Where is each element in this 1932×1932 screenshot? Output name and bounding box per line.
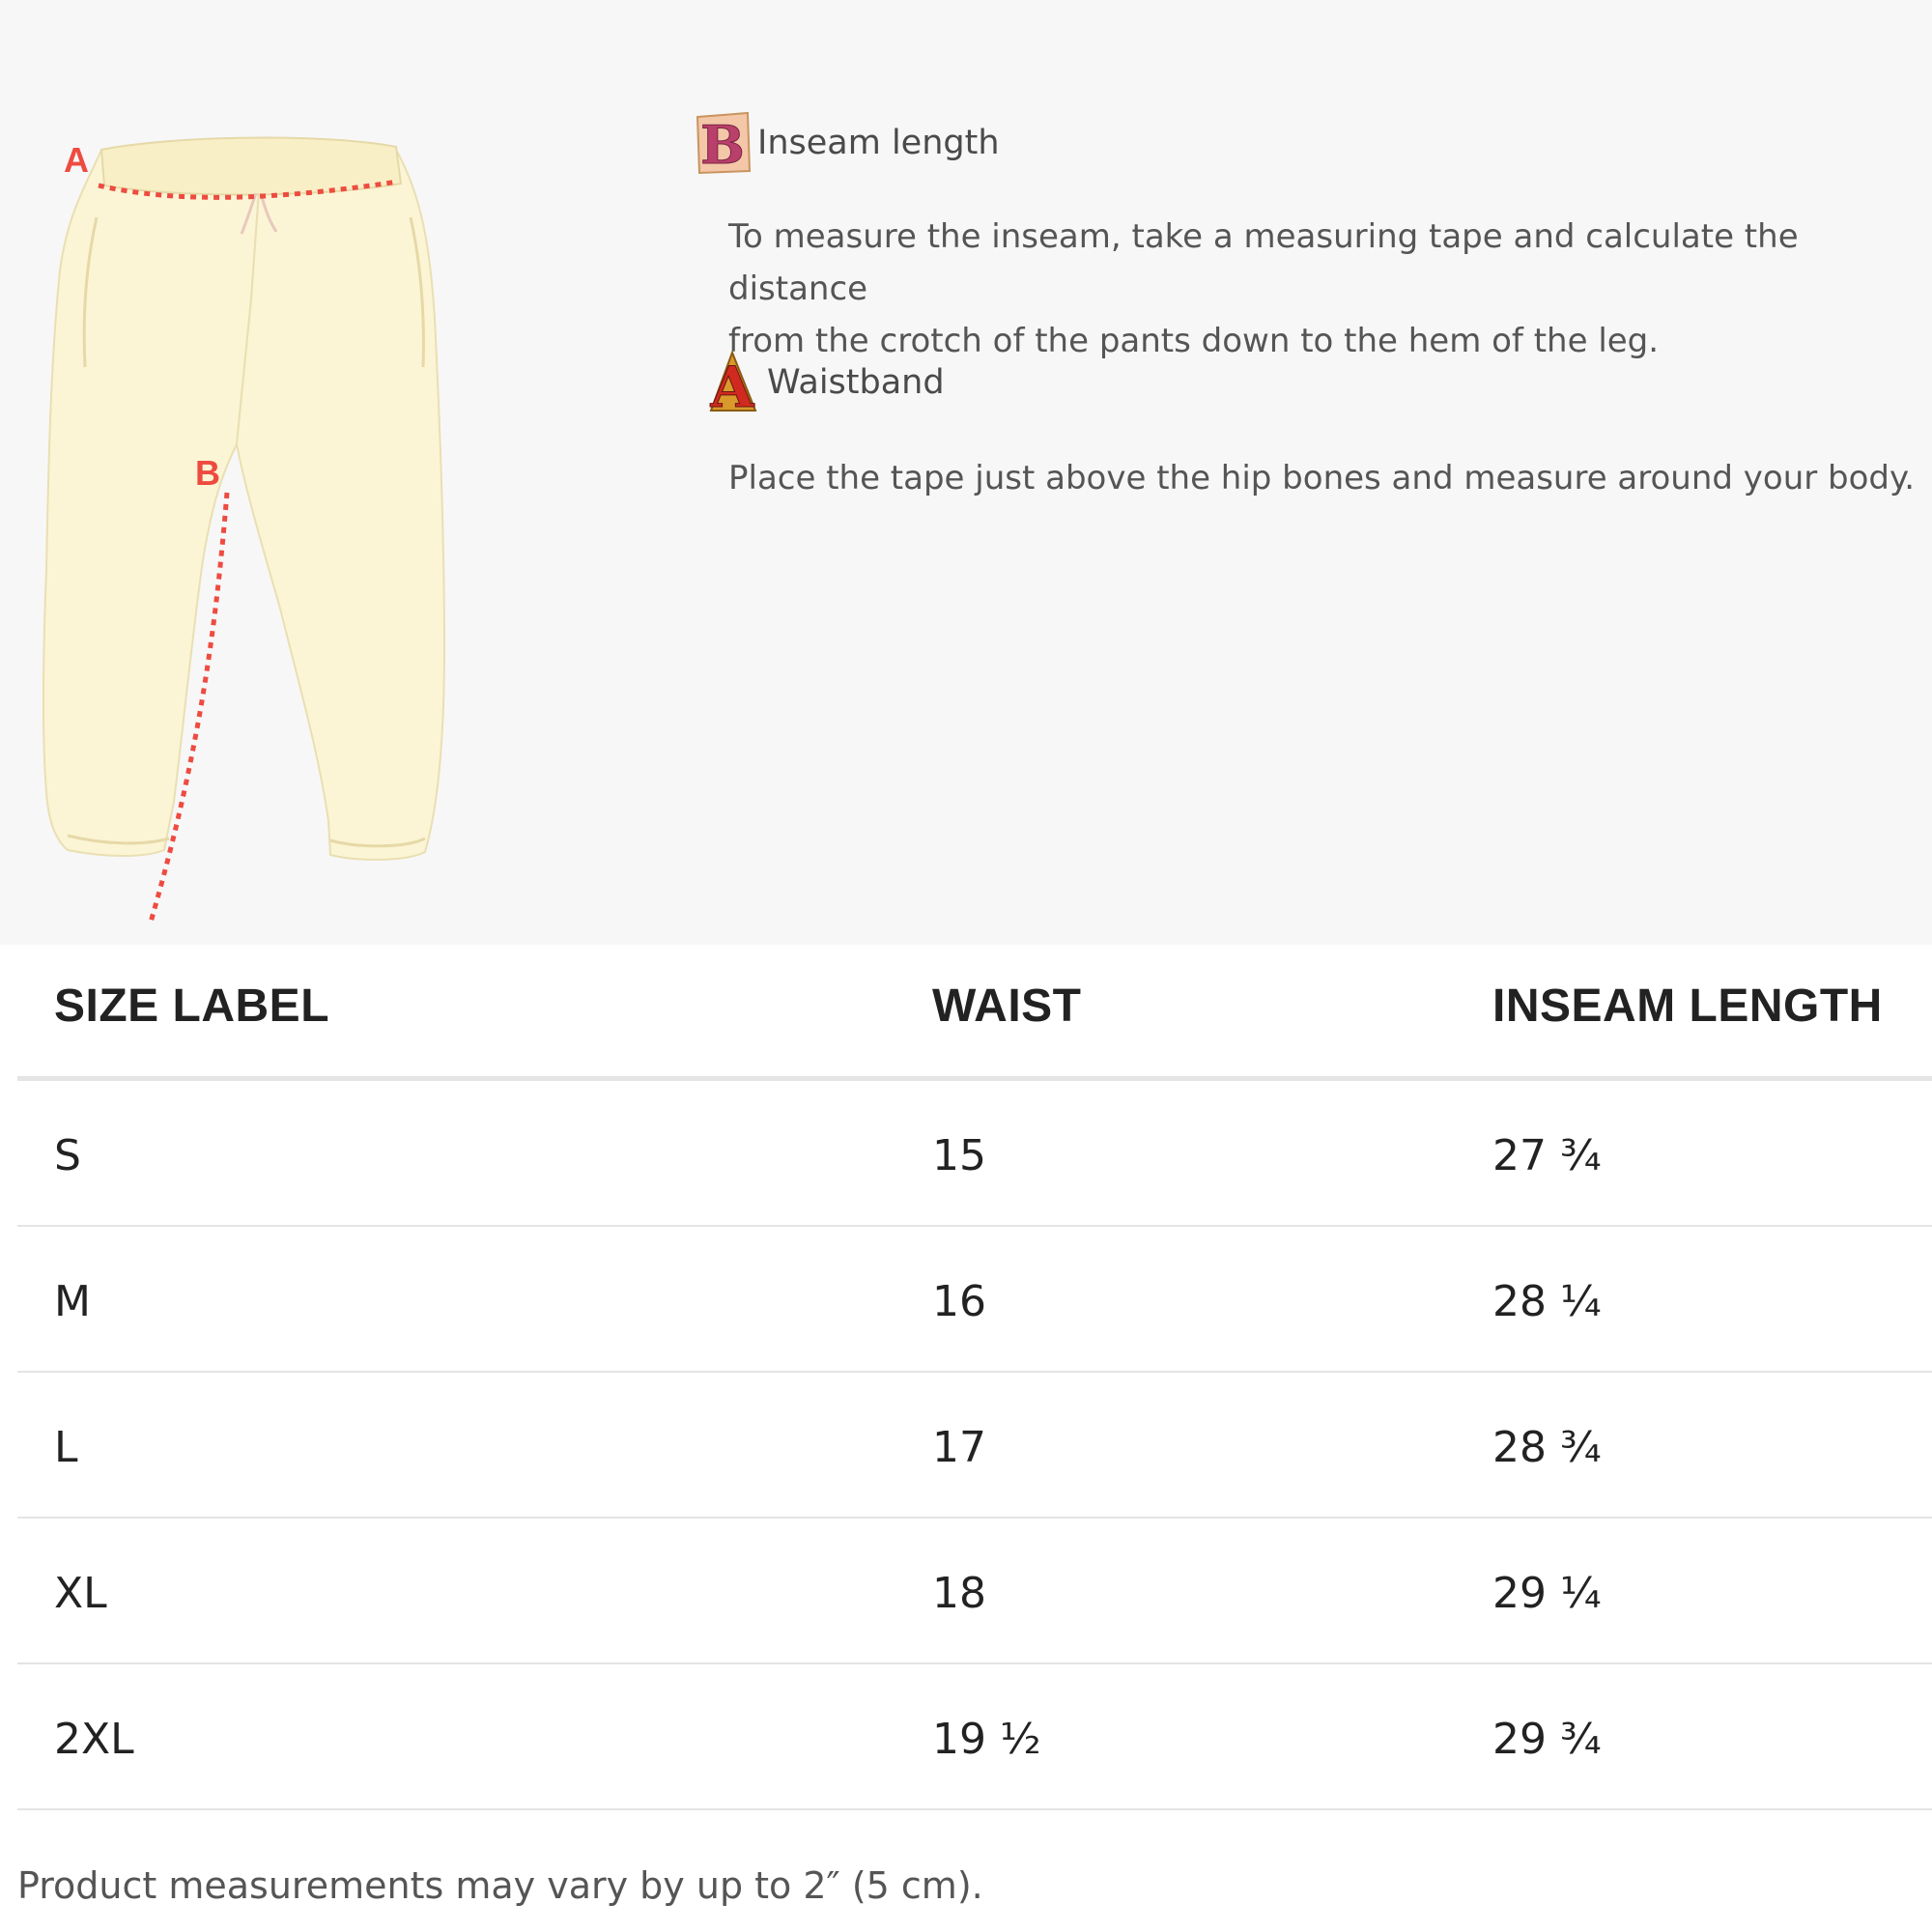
letter-b-badge-icon [694, 111, 752, 175]
waistband-badge-letter: A [710, 355, 754, 414]
waistband-description-line: Place the tape just above the hip bones and measure around your body. [728, 459, 1916, 497]
inseam-heading-title: Inseam length [757, 124, 1000, 162]
letter-a-badge-icon [703, 351, 761, 414]
table-row [17, 1227, 1932, 1373]
cell-size: M [54, 1277, 91, 1326]
cell-waist: 17 [932, 1423, 986, 1472]
waistband-heading-title: Waistband [767, 363, 945, 402]
inseam-description [728, 211, 1932, 367]
cell-waist: 16 [932, 1277, 986, 1326]
label-b: B [195, 453, 220, 493]
cell-waist: 15 [932, 1131, 986, 1180]
measurement-disclaimer: Product measurements may vary by up to 2″ (5 cm). [17, 1864, 983, 1907]
inseam-badge-letter: B [700, 114, 745, 175]
cell-inseam: 29 ¾ [1492, 1715, 1602, 1764]
cell-waist: 18 [932, 1569, 986, 1618]
size-chart-table [17, 945, 1932, 1810]
waistband-heading [703, 351, 945, 414]
cell-size: XL [54, 1569, 107, 1618]
inseam-description-line: To measure the inseam, take a measuring tape and calculate the distance [728, 217, 1799, 308]
cell-inseam: 29 ¼ [1492, 1569, 1602, 1618]
header-waist: WAIST [932, 980, 1082, 1032]
cell-size: S [54, 1131, 81, 1180]
cell-inseam: 27 ¾ [1492, 1131, 1602, 1180]
header-size-label: SIZE LABEL [54, 980, 330, 1032]
table-row [17, 1519, 1932, 1664]
cell-size: L [54, 1423, 78, 1472]
inseam-description-line: from the crotch of the pants down to the hem of the leg. [728, 322, 1660, 360]
label-a: A [64, 140, 89, 180]
cell-waist: 19 ½ [932, 1715, 1041, 1764]
pants-measurement-illustration [29, 126, 473, 937]
cell-inseam: 28 ¾ [1492, 1423, 1602, 1472]
cell-inseam: 28 ¼ [1492, 1277, 1602, 1326]
cell-size: 2XL [54, 1715, 134, 1764]
header-inseam-length: INSEAM LENGTH [1492, 980, 1883, 1032]
waistband-description [728, 452, 1915, 504]
table-row [17, 1081, 1932, 1227]
pants-garment [43, 138, 444, 860]
table-row [17, 1664, 1932, 1810]
table-row [17, 1373, 1932, 1519]
table-header-row [17, 945, 1932, 1081]
measurement-guide-panel [0, 0, 1932, 945]
inseam-heading [694, 111, 1000, 175]
